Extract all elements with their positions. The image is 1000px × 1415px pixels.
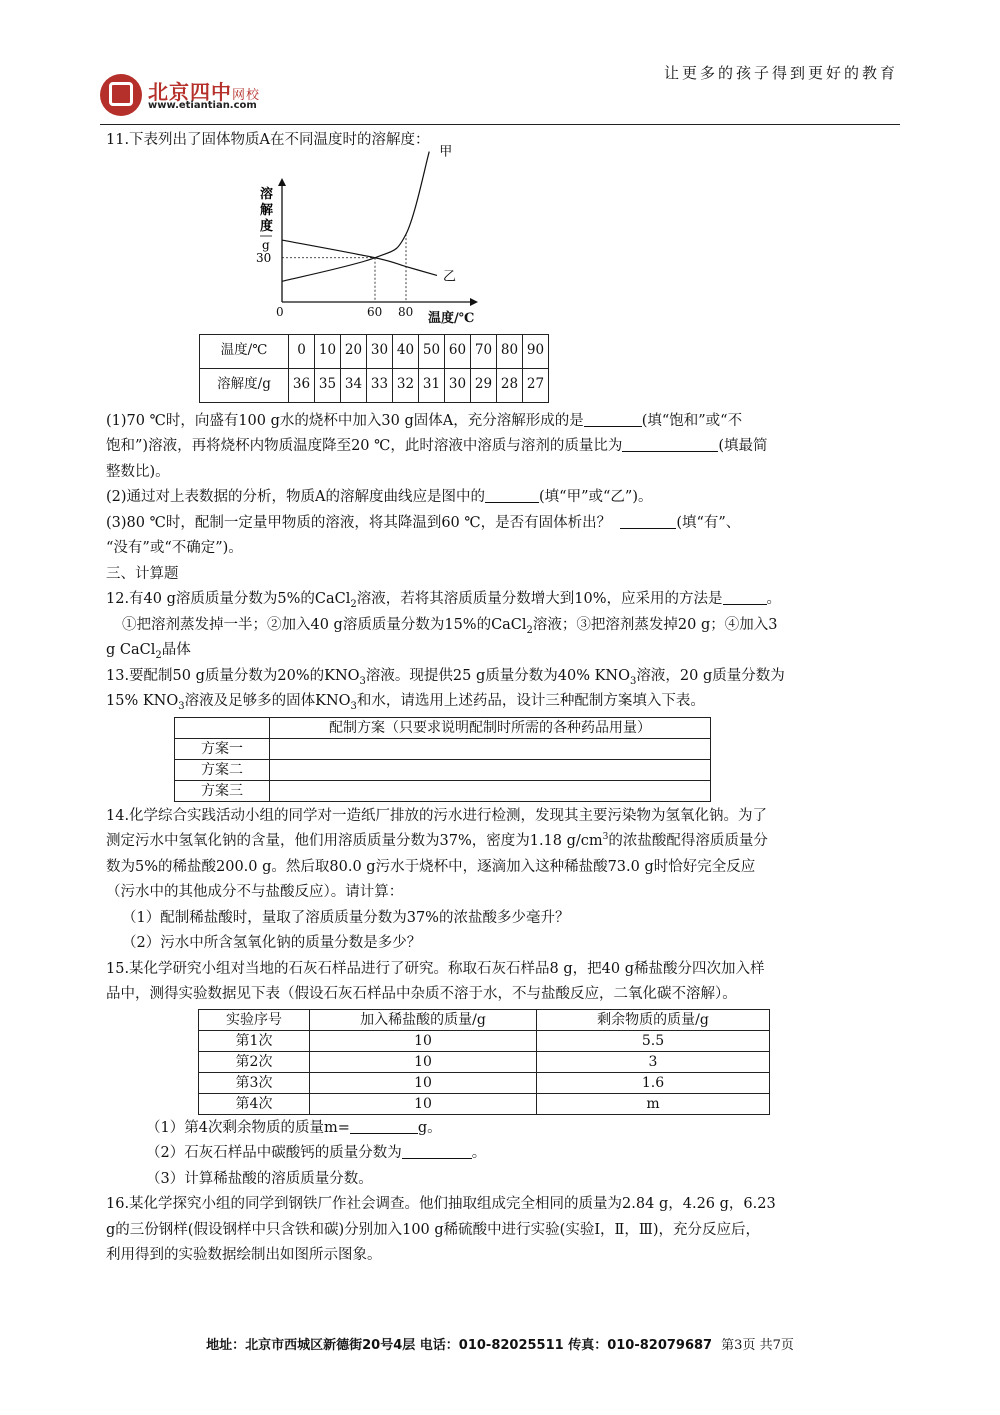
q15-sub1: （1）第4次剩余物质的质量m= g。	[146, 1119, 442, 1136]
table-row	[199, 1051, 770, 1072]
q12-stem: 12.有40 g溶质质量分数为5%的CaCl$_2$溶液，若将其溶质质量分数增大到10%，应采用的方法是 。	[106, 591, 781, 610]
header-slogan: 让更多的孩子得到更好的教育	[663, 64, 898, 82]
table-cell: 27	[523, 368, 549, 402]
table-row	[175, 738, 711, 759]
q12-options-cont: g CaCl$_2$晶体	[106, 642, 191, 661]
q11-part1-end: 整数比)。	[106, 463, 170, 480]
table-cell: 第3次	[199, 1072, 310, 1093]
table-row	[175, 780, 711, 801]
q13-stem: 13.要配制50 g质量分数为20%的$KNO_3$溶液。现提供25 g质量分数为40% $KNO_3$溶液，20 g质量分数为	[106, 667, 785, 687]
answer-blank[interactable]	[584, 411, 642, 427]
x-axis-arrow	[470, 298, 478, 306]
q11-stem: 11.下表列出了固体物质A在不同温度时的溶解度：	[106, 132, 430, 148]
table-row	[200, 334, 549, 368]
table-cell: 60	[445, 334, 471, 368]
table-row	[199, 1093, 770, 1114]
logo-text: 北京四中网校	[148, 80, 261, 104]
table-cell: 31	[419, 368, 445, 402]
x-tick-60: 60	[367, 304, 383, 319]
table-cell: 10	[315, 334, 341, 368]
table-cell: 10	[310, 1030, 537, 1051]
q14-line: （污水中的其他成分不与盐酸反应）。请计算：	[106, 884, 404, 900]
q16-line: g的三份钢样(假设钢样中只含铁和碳)分别加入100 g稀硫酸中进行实验(实验Ⅰ，Ⅱ，Ⅲ)，充分反应后，	[106, 1221, 761, 1238]
q15-sub3: （3）计算稀盐酸的溶质质量分数。	[146, 1170, 373, 1187]
q14-sub1: （1）配制稀盐酸时，量取了溶质质量分数为37%的浓盐酸多少毫升？	[122, 909, 570, 926]
x-axis-label: 温度/℃	[428, 310, 475, 326]
table-cell: 10	[310, 1051, 537, 1072]
table-cell: 10	[310, 1072, 537, 1093]
table-cell: 29	[471, 368, 497, 402]
table-cell: 90	[523, 334, 549, 368]
table-cell: 80	[497, 334, 523, 368]
etiantian-logo	[100, 74, 290, 118]
footer-address: 地址：北京市西城区新德街20号4层 电话：010-82025511 传真：010-82079687	[206, 1338, 713, 1353]
table-row	[175, 759, 711, 780]
table-row-label: 方案三	[175, 780, 270, 801]
curve-jia	[282, 151, 429, 281]
y-label-char: 溶	[260, 186, 274, 202]
answer-blank[interactable]	[402, 1143, 472, 1159]
table-row	[199, 1030, 770, 1051]
q14-line: 14.化学综合实践活动小组的同学对一造纸厂排放的污水进行检测，发现其主要污染物为氢氧化钠。为了	[106, 807, 768, 824]
y-label-char: 度	[260, 218, 274, 234]
q11-part3-cont: “没有”或“不确定”)。	[106, 540, 243, 556]
solubility-table	[199, 334, 549, 403]
experiment-table	[198, 1009, 770, 1115]
q14-line: 数为5%的稀盐酸200.0 g。然后取80.0 g污水于烧杯中，逐滴加入这种稀盐酸73.0 g时恰好完全反应	[106, 858, 756, 875]
table-cell: 33	[367, 368, 393, 402]
answer-blank[interactable]	[350, 1118, 418, 1134]
y-label-char: 解	[260, 202, 274, 218]
q11-part3: (3)80 ℃时，配制一定量甲物质的溶液，将其降温到60 ℃，是否有固体析出？ (填“有”、	[106, 514, 741, 531]
table-cell: 28	[497, 368, 523, 402]
table-cell: 10	[310, 1093, 537, 1114]
page-footer	[0, 1334, 1000, 1353]
logo-url: www.etiantian.com	[148, 100, 257, 111]
table-cell: 30	[445, 368, 471, 402]
q15-line: 品中，测得实验数据见下表（假设石灰石样品中杂质不溶于水，不与盐酸反应，二氧化碳不溶解）。	[106, 986, 737, 1002]
solubility-curve-chart	[248, 144, 508, 306]
plan-table	[174, 717, 711, 802]
table-cell: 3	[537, 1051, 770, 1072]
table-cell: 20	[341, 334, 367, 368]
series-label-yi: 乙	[443, 268, 457, 284]
table-cell: 30	[367, 334, 393, 368]
table-header: 实验序号	[199, 1009, 310, 1030]
answer-blank[interactable]	[723, 589, 767, 605]
table-cell: 第4次	[199, 1093, 310, 1114]
q11-part2: (2)通过对上表数据的分析，物质A的溶解度曲线应是图中的 (填“甲”或“乙”)。	[106, 489, 653, 505]
table-cell: 第2次	[199, 1051, 310, 1072]
table-cell: 70	[471, 334, 497, 368]
y-tick-label: 30	[256, 250, 272, 265]
table-row	[199, 1009, 770, 1030]
page-number: 第3页 共7页	[721, 1338, 794, 1353]
table-cell: 34	[341, 368, 367, 402]
table-cell: 0	[289, 334, 315, 368]
q11-part1-cont: 饱和”)溶液，再将烧杯内物质温度降至20 ℃，此时溶液中溶质与溶剂的质量比为 (填最简	[106, 438, 768, 454]
x-tick-80: 80	[398, 304, 414, 319]
answer-blank[interactable]	[622, 436, 718, 452]
table-row-label: 温度/℃	[200, 334, 289, 368]
y-axis-arrow	[278, 178, 286, 186]
table-row-label: 溶解度/g	[200, 368, 289, 402]
table-row	[199, 1072, 770, 1093]
table-cell[interactable]	[270, 759, 711, 780]
page-content	[106, 128, 906, 1269]
table-row	[200, 368, 549, 402]
answer-blank[interactable]	[485, 487, 539, 503]
table-cell: 5.5	[537, 1030, 770, 1051]
q16-line: 利用得到的实验数据绘制出如图所示图象。	[106, 1247, 382, 1263]
q15-line: 15.某化学研究小组对当地的石灰石样品进行了研究。称取石灰石样品8 g，把40 g稀盐酸分四次加入样	[106, 960, 765, 977]
section-title: 三、计算题	[106, 565, 179, 582]
table-cell: 35	[315, 368, 341, 402]
series-label-jia: 甲	[439, 144, 453, 160]
q16-line: 16.某化学探究小组的同学到钢铁厂作社会调查。他们抽取组成完全相同的质量为2.84 g，4.26 g，6.23	[106, 1196, 776, 1212]
table-header: 配制方案（只要求说明配制时所需的各种药品用量）	[270, 717, 711, 738]
q11-part1: (1)70 ℃时，向盛有100 g水的烧杯中加入30 g固体A，充分溶解形成的是 (填“饱和”或“不	[106, 412, 743, 429]
table-cell: 32	[393, 368, 419, 402]
table-row-label: 方案一	[175, 738, 270, 759]
logo-emblem	[100, 74, 142, 116]
table-cell: 第1次	[199, 1030, 310, 1051]
q15-sub2: （2）石灰石样品中碳酸钙的质量分数为 。	[146, 1145, 487, 1161]
q14-line: 测定污水中氢氧化钠的含量，他们用溶质质量分数为37%，密度为1.18 $g/cm^3$的浓盐酸配得溶质质量分	[106, 832, 768, 849]
table-header: 剩余物质的质量/g	[537, 1009, 770, 1030]
table-cell	[175, 717, 270, 738]
q14-sub2: （2）污水中所含氢氧化钠的质量分数是多少？	[122, 935, 422, 951]
origin-label: 0	[276, 304, 284, 319]
answer-blank[interactable]	[620, 513, 676, 529]
table-row	[175, 717, 711, 738]
table-cell: m	[537, 1093, 770, 1114]
q12-options: ①把溶剂蒸发掉一半；②加入40 g溶质质量分数为15%的CaCl$_2$溶液；③把溶剂蒸发掉20 g；④加入3	[122, 616, 778, 636]
table-cell: 36	[289, 368, 315, 402]
header-divider	[100, 124, 900, 125]
table-cell: 50	[419, 334, 445, 368]
table-row-label: 方案二	[175, 759, 270, 780]
table-cell[interactable]	[270, 780, 711, 801]
table-cell: 40	[393, 334, 419, 368]
table-cell[interactable]	[270, 738, 711, 759]
q13-stem-cont: 15% $KNO_3$溶液及足够多的固体$KNO_3$和水，请选用上述药品，设计三种配制方案填入下表。	[106, 693, 705, 712]
y-unit: g	[262, 237, 270, 252]
table-cell: 1.6	[537, 1072, 770, 1093]
table-header: 加入稀盐酸的质量/g	[310, 1009, 537, 1030]
chart-x-labels	[248, 306, 508, 328]
